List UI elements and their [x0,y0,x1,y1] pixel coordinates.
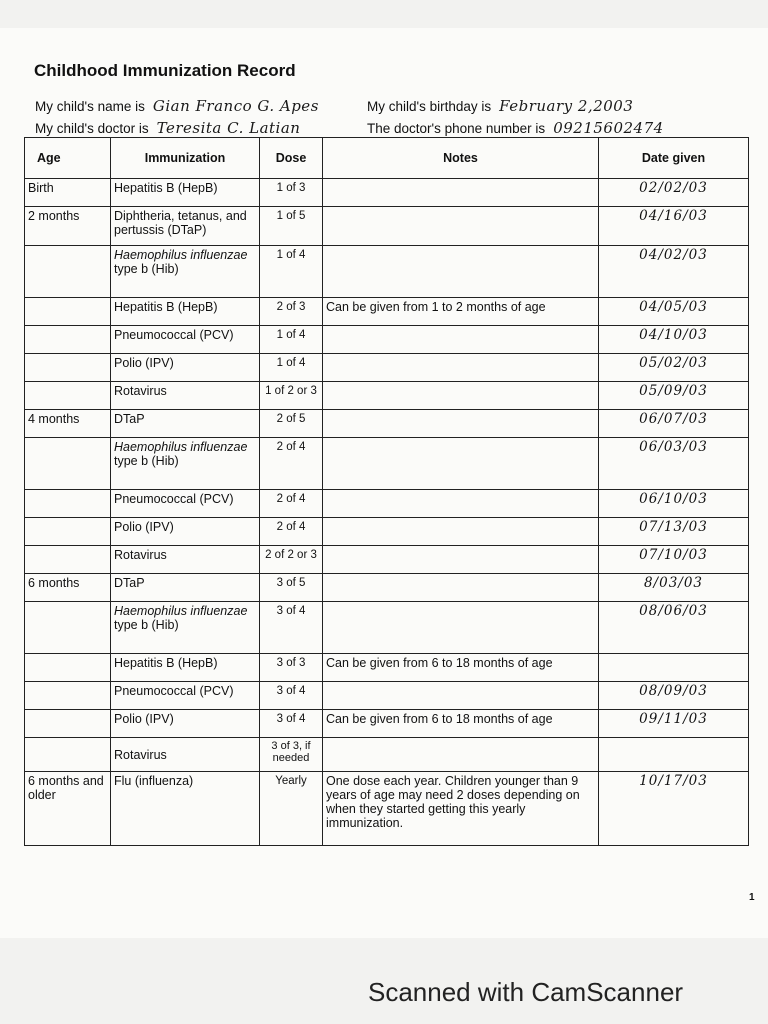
age-cell [25,438,111,490]
immunization-cell: Pneumococcal (PCV) [111,326,260,354]
child-name-value: Gian Franco G. Apes [152,97,319,115]
immunization-text: type b (Hib) [114,618,179,632]
immunization-cell: Flu (influenza) [111,772,260,846]
dose-cell: 2 of 5 [260,410,323,438]
dose-cell: 2 of 4 [260,518,323,546]
header-date-given: Date given [599,138,749,179]
age-cell [25,246,111,298]
date-given-cell: 05/02/03 [599,354,749,382]
dose-cell: 1 of 4 [260,326,323,354]
immunization-table [24,137,749,846]
notes-cell: Can be given from 1 to 2 months of age [323,298,599,326]
date-given-cell: 06/10/03 [599,490,749,518]
age-cell: 6 months [25,574,111,602]
age-cell [25,354,111,382]
table-row [25,246,749,298]
phone-line [367,119,664,137]
immunization-cell: Rotavirus [111,546,260,574]
notes-cell [323,246,599,298]
immunization-text: type b (Hib) [114,454,179,468]
immunization-cell: Rotavirus [111,738,260,772]
dose-cell: 2 of 2 or 3 [260,546,323,574]
notes-cell [323,438,599,490]
age-cell [25,490,111,518]
notes-cell [323,602,599,654]
age-cell: 4 months [25,410,111,438]
notes-cell: Can be given from 6 to 18 months of age [323,710,599,738]
age-cell [25,710,111,738]
age-cell [25,682,111,710]
table-row [25,490,749,518]
age-cell [25,602,111,654]
age-cell [25,546,111,574]
immunization-cell [111,602,260,654]
table-row [25,682,749,710]
date-given-cell: 08/09/03 [599,682,749,710]
immunization-cell: Rotavirus [111,382,260,410]
date-given-cell: 04/16/03 [599,207,749,246]
table-row [25,654,749,682]
table-row [25,438,749,490]
date-given-cell: 04/05/03 [599,298,749,326]
age-cell [25,382,111,410]
doctor-line [35,119,300,137]
notes-cell [323,382,599,410]
birthday-label: My child's birthday is [367,99,492,114]
immunization-italic-text: Haemophilus influenzae [114,604,248,618]
camscanner-watermark: Scanned with CamScanner [368,977,684,1007]
table-row [25,179,749,207]
dose-cell: Yearly [260,772,323,846]
table-header-row [25,138,749,179]
date-given-cell: 07/13/03 [599,518,749,546]
immunization-italic-text: Haemophilus influenzae [114,440,248,454]
dose-cell: 3 of 3, if needed [260,738,323,772]
age-cell [25,326,111,354]
table-row [25,518,749,546]
dose-cell: 1 of 2 or 3 [260,382,323,410]
dose-cell: 3 of 4 [260,710,323,738]
header-immunization: Immunization [111,138,260,179]
dose-cell: 2 of 3 [260,298,323,326]
date-given-cell: 05/09/03 [599,382,749,410]
header-dose: Dose [260,138,323,179]
date-given-cell: 10/17/03 [599,772,749,846]
date-given-cell: 06/07/03 [599,410,749,438]
immunization-cell: DTaP [111,574,260,602]
date-given-cell: 8/03/03 [599,574,749,602]
immunization-cell: Hepatitis B (HepB) [111,179,260,207]
page-number: 1 [749,892,755,903]
table-row [25,410,749,438]
immunization-cell: Diphtheria, tetanus, and pertussis (DTaP) [111,207,260,246]
table-row [25,710,749,738]
age-cell [25,298,111,326]
dose-cell: 1 of 5 [260,207,323,246]
table-row [25,326,749,354]
dose-cell: 1 of 4 [260,246,323,298]
phone-label: The doctor's phone number is [367,121,546,136]
notes-cell [323,179,599,207]
notes-cell [323,738,599,772]
notes-cell [323,354,599,382]
age-cell [25,518,111,546]
doctor-label: My child's doctor is [35,121,149,136]
header-age: Age [25,138,111,179]
age-cell: 6 months and older [25,772,111,846]
notes-cell: One dose each year. Children younger than 9 years of age may need 2 doses depending on when they started getting this yearly immunization. [323,772,599,846]
notes-cell [323,490,599,518]
table-row [25,207,749,246]
date-given-cell: 04/10/03 [599,326,749,354]
age-cell: Birth [25,179,111,207]
notes-cell [323,207,599,246]
immunization-cell: Pneumococcal (PCV) [111,490,260,518]
dose-cell: 1 of 3 [260,179,323,207]
date-given-cell: 07/10/03 [599,546,749,574]
child-name-label: My child's name is [35,99,145,114]
immunization-text: type b (Hib) [114,262,179,276]
birthday-line [367,97,633,115]
date-given-cell: 02/02/03 [599,179,749,207]
dose-cell: 3 of 4 [260,682,323,710]
dose-cell: 2 of 4 [260,438,323,490]
age-cell: 2 months [25,207,111,246]
immunization-cell: Hepatitis B (HepB) [111,298,260,326]
date-given-cell: 09/11/03 [599,710,749,738]
doctor-value: Teresita C. Latian [156,119,301,137]
notes-cell [323,574,599,602]
notes-cell [323,682,599,710]
notes-cell [323,518,599,546]
dose-cell: 3 of 4 [260,602,323,654]
table-row [25,738,749,772]
immunization-cell: DTaP [111,410,260,438]
age-cell [25,738,111,772]
table-row [25,354,749,382]
notes-cell [323,546,599,574]
table-row [25,382,749,410]
notes-cell [323,326,599,354]
dose-cell: 1 of 4 [260,354,323,382]
immunization-cell [111,438,260,490]
phone-value: 09215602474 [553,119,664,137]
table-row [25,602,749,654]
table-row [25,546,749,574]
child-name-line [35,97,319,115]
date-given-cell: 06/03/03 [599,438,749,490]
table-row [25,574,749,602]
dose-cell: 3 of 3 [260,654,323,682]
dose-cell: 3 of 5 [260,574,323,602]
immunization-cell: Pneumococcal (PCV) [111,682,260,710]
age-cell [25,654,111,682]
birthday-value: February 2,2003 [499,97,634,115]
immunization-italic-text: Haemophilus influenzae [114,248,248,262]
immunization-cell: Polio (IPV) [111,354,260,382]
notes-cell: Can be given from 6 to 18 months of age [323,654,599,682]
dose-cell: 2 of 4 [260,490,323,518]
table-row [25,772,749,846]
table-row [25,298,749,326]
immunization-cell: Polio (IPV) [111,518,260,546]
date-given-cell [599,738,749,772]
header-notes: Notes [323,138,599,179]
date-given-cell: 04/02/03 [599,246,749,298]
immunization-cell [111,246,260,298]
date-given-cell [599,654,749,682]
date-given-cell: 08/06/03 [599,602,749,654]
immunization-cell: Hepatitis B (HepB) [111,654,260,682]
notes-cell [323,410,599,438]
immunization-cell: Polio (IPV) [111,710,260,738]
document-title: Childhood Immunization Record [34,61,296,80]
